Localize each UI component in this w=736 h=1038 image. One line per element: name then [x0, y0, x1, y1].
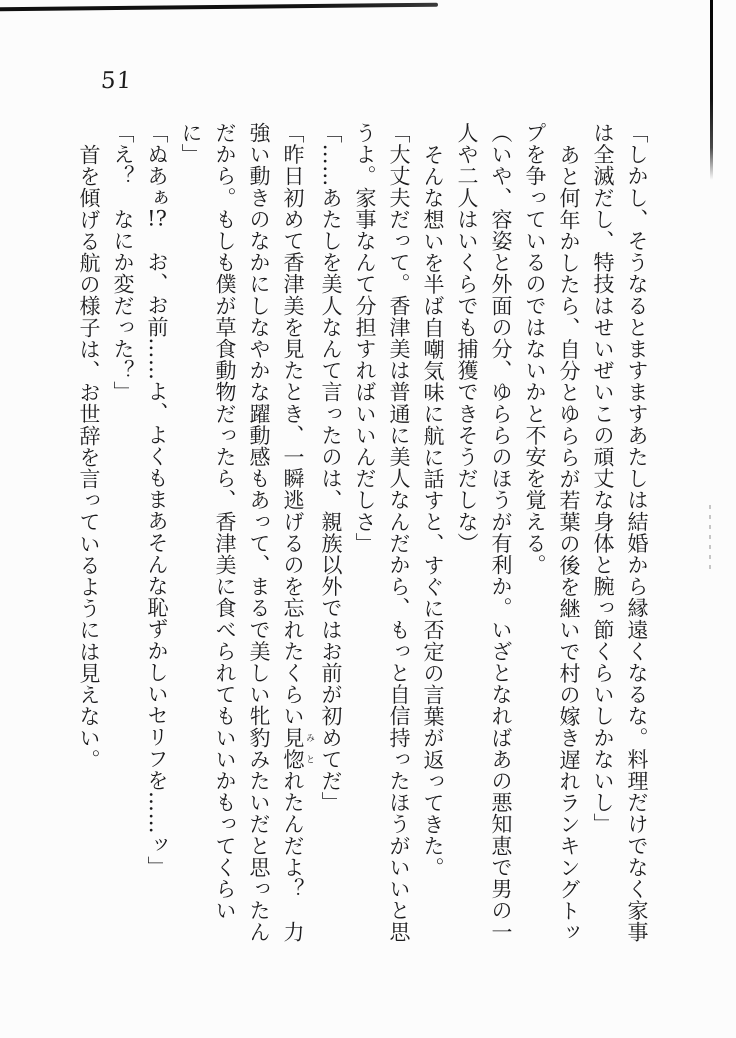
text-column: に」 [179, 122, 203, 166]
text-column: （いや、容姿と外面の分、ゆららのほうが有利か。いざとなればあの悪知恵で男の一 [489, 122, 513, 943]
text-column: プを争っているのではないかと不安を覚える。 [523, 122, 547, 576]
tate-chu-yoko-text: !? [147, 208, 167, 230]
text-column: 「昨日初めて香津美を見たとき、一瞬逃げるのを忘れたくらい見惚 みとれたんだよ？ 力 [281, 122, 314, 943]
text-column: そんな想いを半ば自嘲気味に航に話すと、すぐに否定の言葉が返ってきた。 [421, 144, 445, 879]
text-block [72, 122, 654, 960]
text-column: 「……あたしを美人なんて言ったのは、親族以外ではお前が初めてだ」 [319, 122, 343, 814]
text-column: 「大丈夫だって。香津美は普通に美人なんだから、もっと自信持ったほうがいいと思 [387, 122, 411, 943]
scan-artifact-top-edge [0, 3, 438, 11]
text-column: 強い動きのなかにしなやかな躍動感もあって、まるで美しい牝豹みたいだと思ったん [247, 122, 271, 943]
text-column: 「ぬあぁ!? お、お前……よ、よくもまあそんな恥ずかしいセリフを……ッ」 [145, 122, 169, 878]
text-column: 「え？ なにか変だった？」 [111, 122, 135, 403]
scan-artifact-right-faint-marks [709, 505, 711, 571]
text-column: 首を傾げる航の様子は、お世辞を言っているようには見えない。 [77, 144, 101, 771]
text-column: は全滅だし、特技はせいぜいこの頑丈な身体と腕っ節くらいしかないし」 [591, 122, 615, 835]
text-column: あと何年かしたら、自分とゆららが若葉の後を継いで村の嫁き遅れランキングトッ [557, 144, 581, 944]
page-number: 51 [100, 68, 134, 94]
text-column: 「しかし、そうなるとますますあたしは結婚から縁遠くなるな。料理だけでなく家事 [625, 122, 649, 943]
ruby-annotated-word: 見惚 みと [281, 726, 314, 771]
text-column: うよ。家事なんて分担すればいいんだしさ」 [353, 122, 377, 554]
scan-artifact-right-edge [710, 0, 713, 180]
text-column: 人や二人はいくらでも捕獲できそうだしな） [455, 122, 479, 554]
text-column: だから。もしも僕が草食動物だったら、香津美に食べられてもいいかもってくらい [213, 122, 237, 922]
furigana: みと [304, 726, 314, 771]
